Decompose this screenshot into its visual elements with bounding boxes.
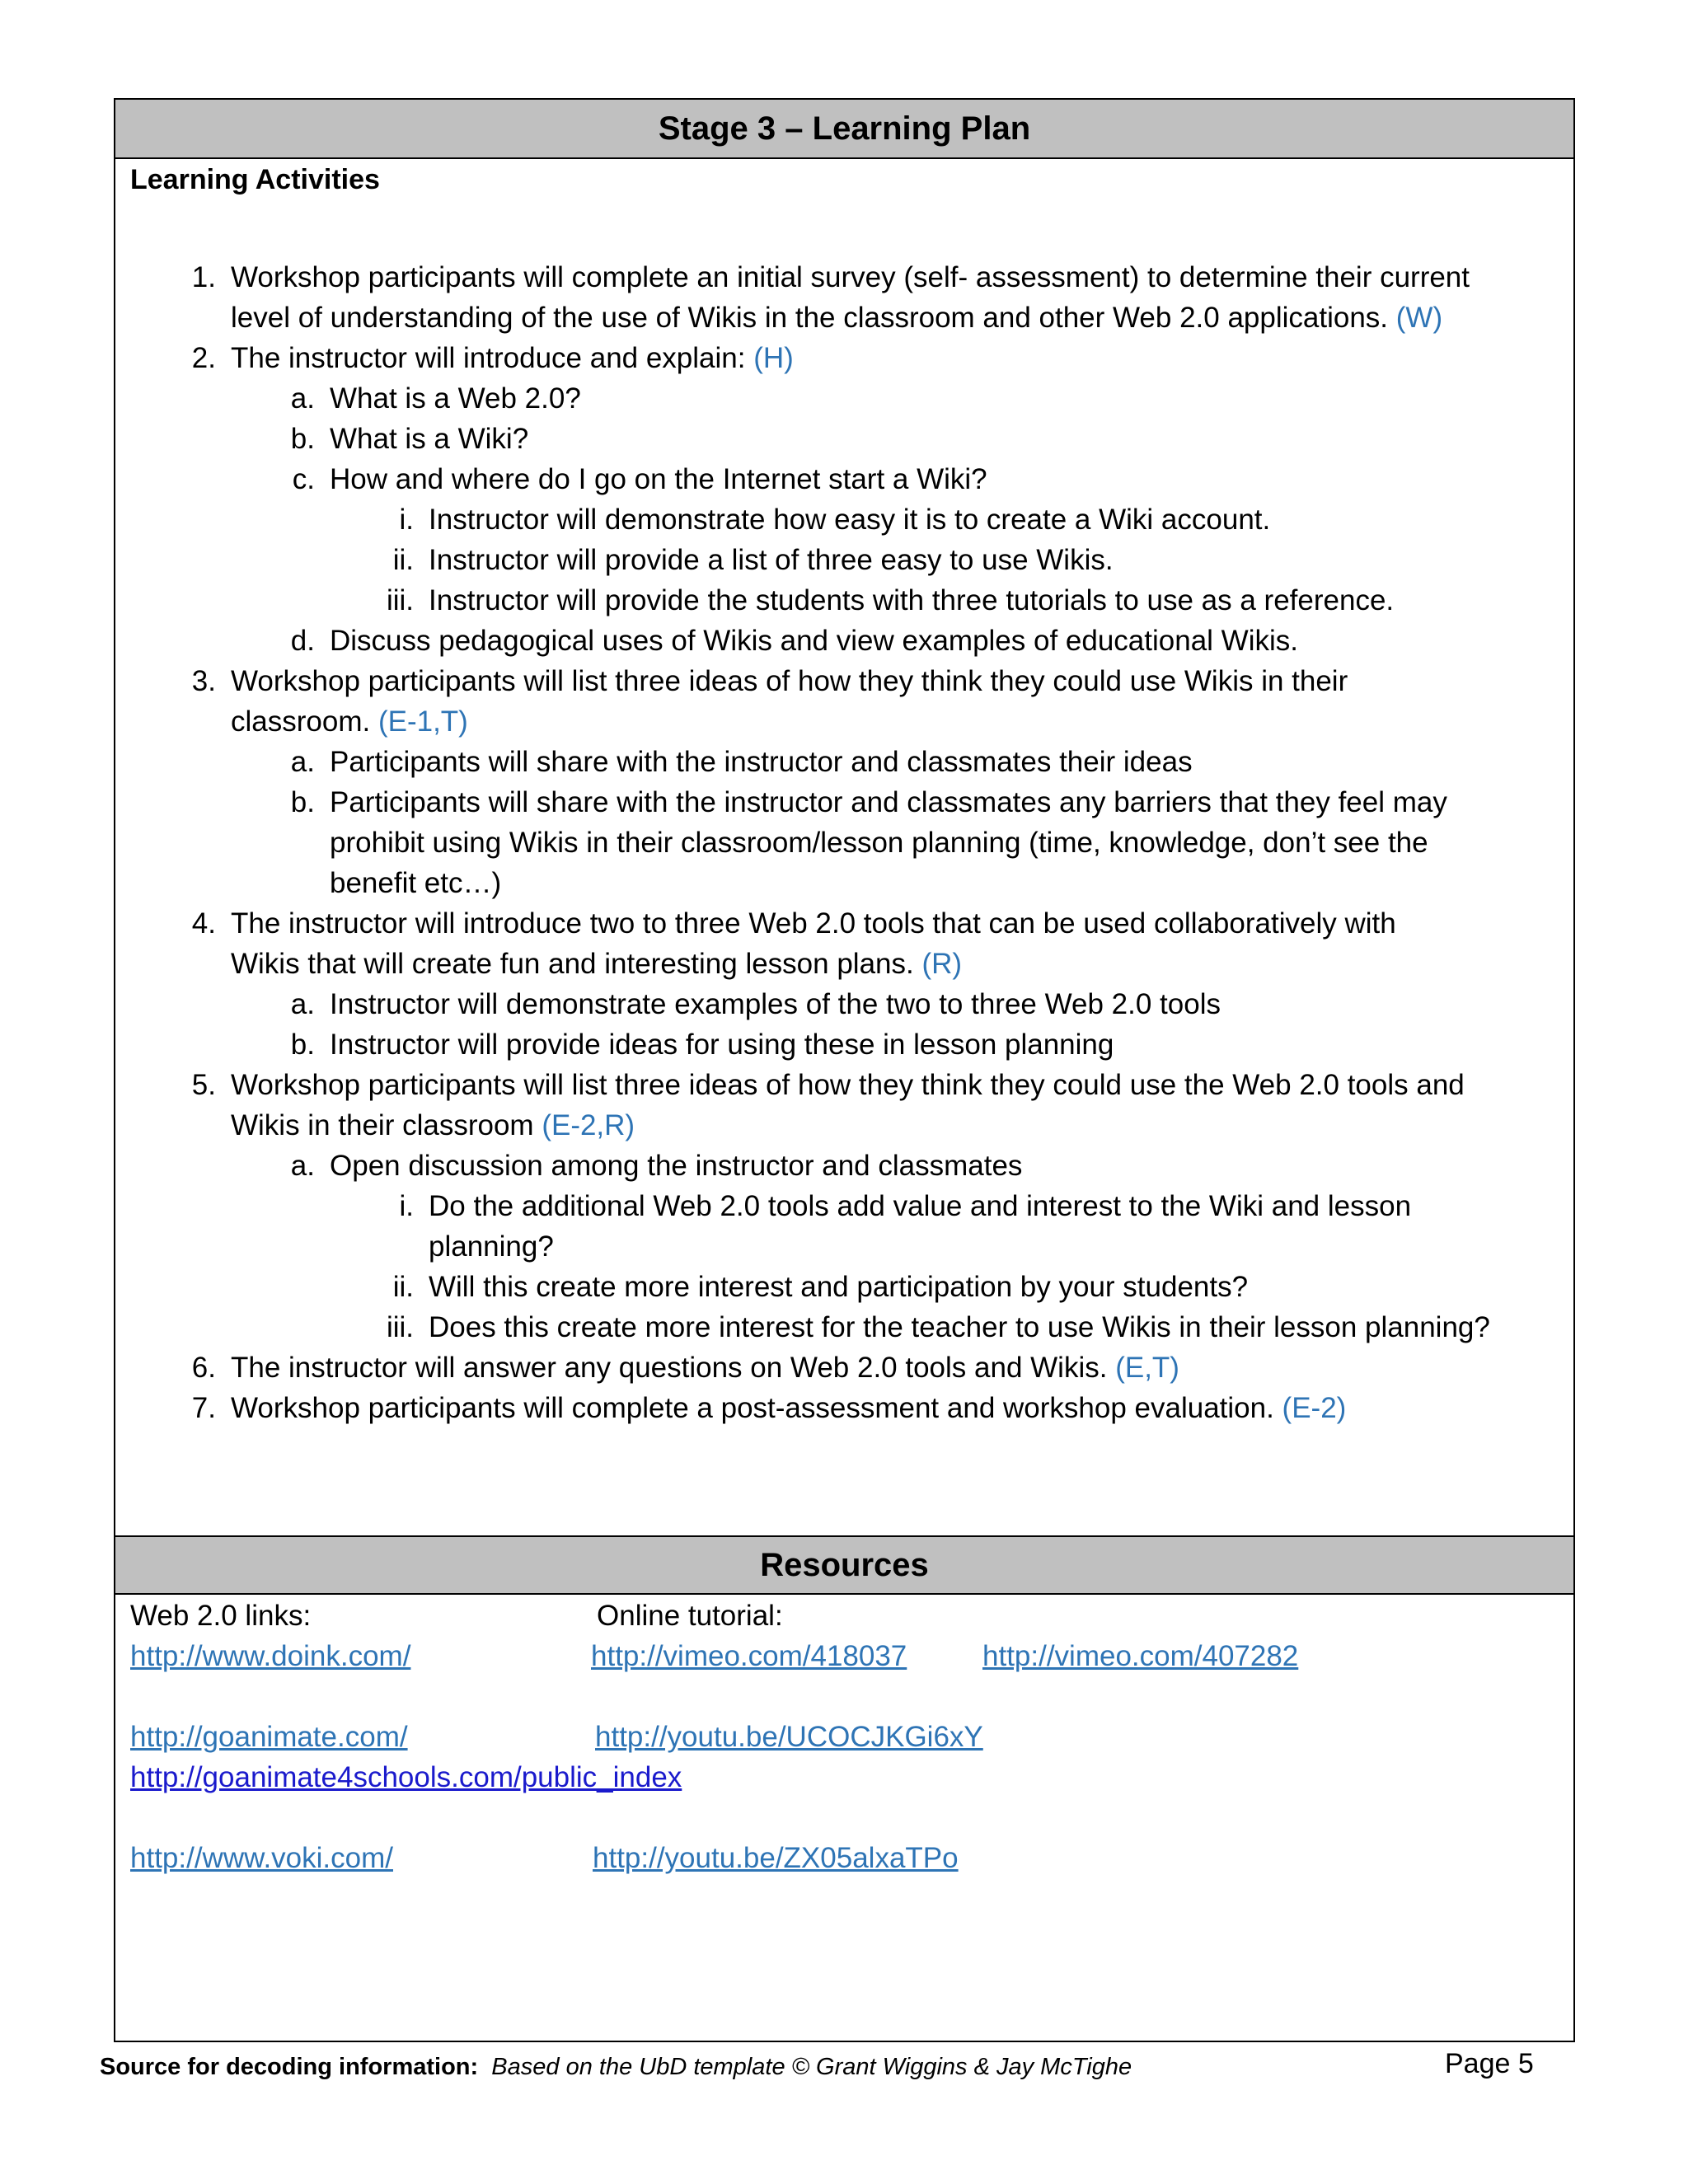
list-item-text xyxy=(330,786,1447,819)
list-item-number: 1. xyxy=(191,261,216,293)
section-label: Learning Activities xyxy=(130,164,380,195)
list-item-line: Instructor will demonstrate how easy it is to create a Wiki account. xyxy=(429,504,1271,536)
list-item-text xyxy=(330,827,1428,860)
activity-code: (R) xyxy=(921,948,963,980)
link-goanimate[interactable]: http://goanimate.com/ xyxy=(130,1721,408,1753)
link-doink[interactable]: http://www.doink.com/ xyxy=(130,1640,411,1672)
list-item-line: Wikis that will create fun and interesting lesson plans. xyxy=(231,948,914,980)
list-item-line: The instructor will answer any questions on Web 2.0 tools and Wikis. xyxy=(231,1352,1108,1384)
list-item-line: Do the additional Web 2.0 tools add value and interest to the Wiki and lesson xyxy=(429,1190,1412,1222)
page-number: Page 5 xyxy=(1445,2048,1534,2079)
footer-source-text: Based on the UbD template © Grant Wiggins & Jay McTighe xyxy=(491,2054,1132,2080)
list-item-text xyxy=(231,1392,1346,1425)
list-item-line: Participants will share with the instructor and classmates their ideas xyxy=(330,746,1193,778)
list-item-number: 5. xyxy=(191,1069,216,1101)
stage-header: Stage 3 – Learning Plan xyxy=(115,100,1573,159)
list-item-line: How and where do I go on the Internet start a Wiki? xyxy=(330,463,987,495)
learning-plan-table xyxy=(114,98,1575,2042)
list-item-number: b. xyxy=(290,423,315,455)
list-item-number: ii. xyxy=(392,544,414,576)
list-item-number: b. xyxy=(290,1029,315,1061)
list-item-text xyxy=(231,665,1348,698)
list-item-text xyxy=(429,504,1270,537)
list-item-number: b. xyxy=(290,786,315,818)
list-item-number: d. xyxy=(290,625,315,657)
link-vimeo-418037[interactable]: http://vimeo.com/418037 xyxy=(591,1640,907,1672)
list-item-number: 2. xyxy=(191,342,216,374)
list-item-line: What is a Web 2.0? xyxy=(330,382,581,415)
list-item-number: a. xyxy=(290,382,315,415)
list-item-line: What is a Wiki? xyxy=(330,423,529,455)
link-voki[interactable]: http://www.voki.com/ xyxy=(130,1842,393,1874)
web-links-label: Web 2.0 links: xyxy=(130,1600,312,1632)
list-item-line: Wikis in their classroom xyxy=(231,1109,534,1141)
list-item-line: Instructor will provide ideas for using these in lesson planning xyxy=(330,1029,1114,1061)
list-item-line: prohibit using Wikis in their classroom/lesson planning (time, knowledge, don’t see the xyxy=(330,827,1428,859)
list-item-line: level of understanding of the use of Wikis in the classroom and other Web 2.0 applications. xyxy=(231,302,1389,334)
list-item-text xyxy=(429,544,1114,577)
list-item-text xyxy=(429,1311,1490,1344)
list-item-line: Open discussion among the instructor and classmates xyxy=(330,1150,1023,1182)
list-item-number: c. xyxy=(292,463,315,495)
list-item-line: Does this create more interest for the teacher to use Wikis in their lesson planning? xyxy=(429,1311,1490,1343)
list-item-text xyxy=(231,261,1470,294)
list-item-line: Instructor will provide the students with three tutorials to use as a reference. xyxy=(429,584,1395,616)
list-item-number: iii. xyxy=(386,584,414,616)
list-item-text xyxy=(231,1069,1465,1102)
list-item-text xyxy=(330,1029,1114,1062)
list-item-text xyxy=(330,463,987,496)
list-item-text xyxy=(231,342,794,375)
list-item-text xyxy=(330,1150,1022,1183)
list-item-line: Discuss pedagogical uses of Wikis and view examples of educational Wikis. xyxy=(330,625,1298,657)
list-item-text xyxy=(429,584,1394,617)
list-item-line: planning? xyxy=(429,1230,554,1263)
list-item-text xyxy=(330,867,501,900)
list-item-number: 4. xyxy=(191,907,216,940)
activity-code: (H) xyxy=(753,342,794,374)
link-vimeo-407282[interactable]: http://vimeo.com/407282 xyxy=(982,1640,1299,1672)
list-item-line: benefit etc…) xyxy=(330,867,502,899)
list-item-text xyxy=(231,705,468,738)
link-youtu-2[interactable]: http://youtu.be/ZX05alxaTPo xyxy=(593,1842,959,1874)
list-item-text xyxy=(330,382,581,415)
list-item-text xyxy=(330,988,1221,1021)
footer-source-label: Source for decoding information: xyxy=(100,2054,479,2080)
footer-source xyxy=(100,2050,1132,2083)
list-item-number: iii. xyxy=(386,1311,414,1343)
list-item-line: The instructor will introduce and explain: xyxy=(231,342,746,374)
link-goanimate4schools[interactable]: http://goanimate4schools.com/public_index xyxy=(130,1761,682,1793)
list-item-text xyxy=(429,1271,1248,1304)
list-item-number: i. xyxy=(399,1190,414,1222)
list-item-number: 6. xyxy=(191,1352,216,1384)
list-item-text xyxy=(330,423,528,456)
link-youtu-1[interactable]: http://youtu.be/UCOCJKGi6xY xyxy=(595,1721,983,1753)
list-item-text xyxy=(231,302,1442,335)
activity-code: (E-1,T) xyxy=(377,705,468,738)
list-item-text xyxy=(330,625,1298,658)
list-item-line: Will this create more interest and participation by your students? xyxy=(429,1271,1249,1303)
list-item-number: a. xyxy=(290,988,315,1020)
activity-code: (E-2,R) xyxy=(542,1109,635,1141)
list-item-text xyxy=(231,1109,635,1142)
list-item-number: i. xyxy=(399,504,414,536)
list-item-line: Workshop participants will list three ideas of how they think they could use the Web 2.0 tools and xyxy=(231,1069,1465,1101)
activity-code: (E-2) xyxy=(1282,1392,1347,1424)
list-item-line: Workshop participants will list three ideas of how they think they could use Wikis in their xyxy=(231,665,1348,697)
list-item-line: Workshop participants will complete an initial survey (self- assessment) to determine their current xyxy=(231,261,1470,293)
list-item-text xyxy=(231,948,962,981)
list-item-text xyxy=(231,907,1396,940)
list-item-text xyxy=(231,1352,1179,1385)
list-item-number: a. xyxy=(290,1150,315,1182)
list-item-line: classroom. xyxy=(231,705,371,738)
list-item-line: Instructor will provide a list of three easy to use Wikis. xyxy=(429,544,1114,576)
list-item-line: Participants will share with the instructor and classmates any barriers that they feel may xyxy=(330,786,1447,818)
resources-header: Resources xyxy=(115,1535,1573,1595)
list-item-number: 3. xyxy=(191,665,216,697)
list-item-number: 7. xyxy=(191,1392,216,1424)
list-item-line: Instructor will demonstrate examples of the two to three Web 2.0 tools xyxy=(330,988,1221,1020)
list-item-number: a. xyxy=(290,746,315,778)
list-item-text xyxy=(429,1230,554,1263)
online-tutorial-label: Online tutorial: xyxy=(597,1600,783,1632)
activity-code: (W) xyxy=(1395,302,1443,334)
list-item-text xyxy=(429,1190,1411,1223)
list-item-line: The instructor will introduce two to three Web 2.0 tools that can be used collaboratively with xyxy=(231,907,1396,940)
list-item-text xyxy=(330,746,1193,779)
list-item-number: ii. xyxy=(392,1271,414,1303)
list-item-line: Workshop participants will complete a post-assessment and workshop evaluation. xyxy=(231,1392,1274,1424)
activity-code: (E,T) xyxy=(1115,1352,1179,1384)
